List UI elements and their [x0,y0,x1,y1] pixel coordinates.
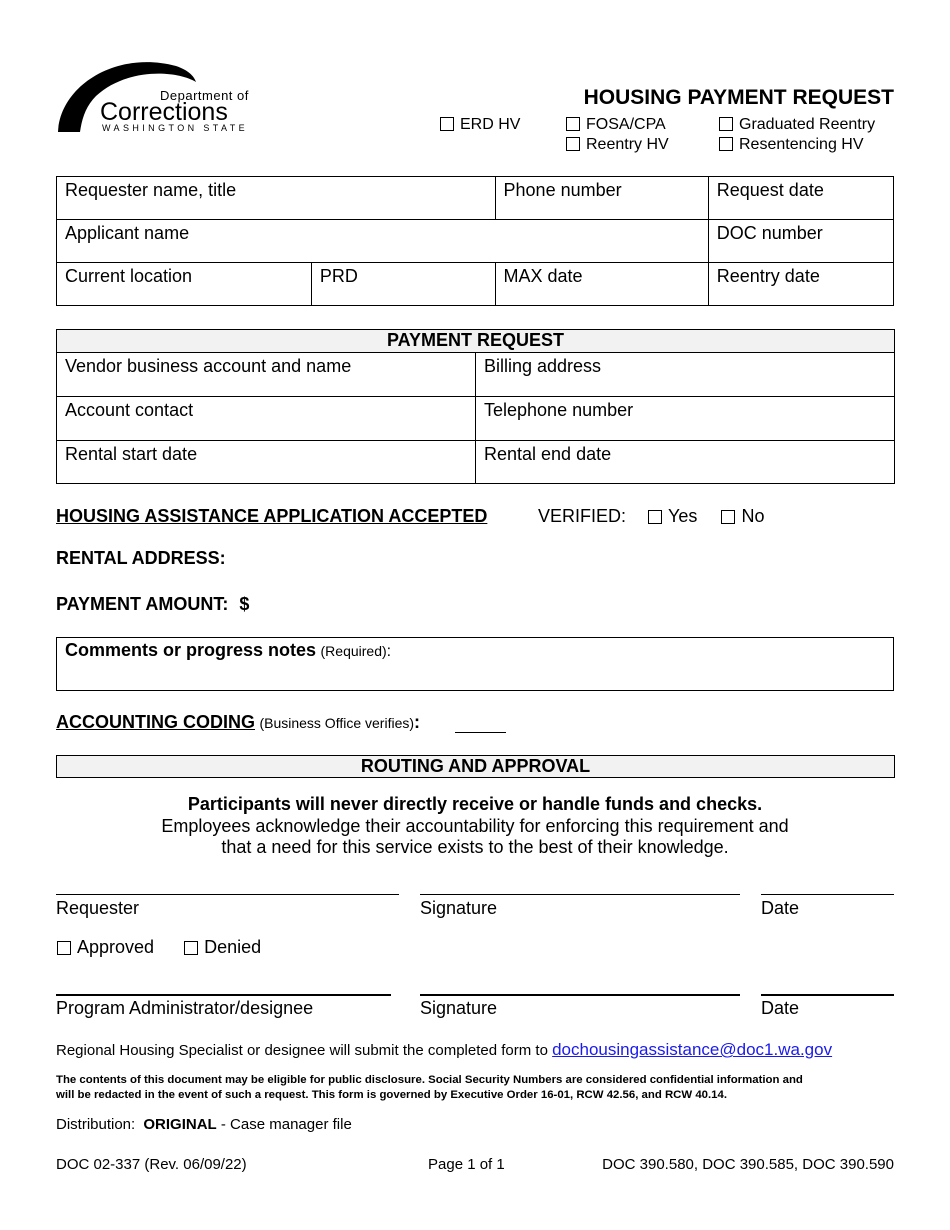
submit-instructions [56,1040,832,1060]
distribution-rest: - Case manager file [220,1116,352,1133]
telephone-number-field[interactable] [476,397,895,441]
date2-label: Date [761,998,800,1018]
rental-start-field[interactable] [57,441,476,484]
option-erd-hv[interactable] [440,116,520,134]
verified-no-label: No [741,506,765,526]
accounting-colon: : [414,712,421,732]
signature2-sign-line[interactable] [420,994,740,996]
prd-field[interactable] [311,263,495,306]
requester-name-field[interactable] [57,177,496,220]
phone-number-field[interactable] [495,177,708,220]
policy-references: DOC 390.580, DOC 390.585, DOC 390.590 [602,1156,894,1173]
applicant-name-field[interactable] [57,220,709,263]
logo-line-state: WASHINGTON STATE [102,123,249,133]
checkbox-approved[interactable] [57,941,71,955]
payment-amount-label: PAYMENT AMOUNT: [56,594,229,614]
field-label: Vendor business account and name [65,356,352,376]
accounting-coding-group [56,712,420,733]
field-label: Requester name, title [65,180,237,200]
field-label: Rental end date [484,444,612,464]
requester-info-table [56,176,894,306]
verified-label: VERIFIED: [538,506,627,526]
signature2-label: Signature [420,998,498,1018]
doc-number-field[interactable] [708,220,893,263]
option-label: ERD HV [460,116,521,133]
option-resentencing-hv[interactable] [719,136,864,154]
program-admin-label: Program Administrator/designee [56,998,314,1018]
routing-notice-line1: Employees acknowledge their accountability for enforcing this requirement and [161,816,789,836]
field-label: Telephone number [484,400,634,420]
field-label: Applicant name [65,223,190,243]
billing-address-field[interactable] [476,353,895,397]
routing-header: ROUTING AND APPROVAL [56,755,895,778]
approval-options [57,937,261,958]
reentry-date-field[interactable] [708,263,893,306]
payment-amount-group [56,594,249,615]
option-fosa-cpa[interactable] [566,116,666,134]
submit-text: Regional Housing Specialist or designee will submit the completed form to [56,1042,548,1059]
payment-request-header: PAYMENT REQUEST [57,330,895,353]
form-number: DOC 02-337 (Rev. 06/09/22) [56,1156,247,1173]
disclosure-text [56,1073,803,1103]
option-label: Resentencing HV [739,136,864,153]
disclosure-line2: will be redacted in the event of such a request. This form is governed by Executive Order 16-01, RCW 42.56, and RCW 40.14. [56,1089,727,1101]
checkbox-erd-hv[interactable] [440,117,454,131]
distribution-original: ORIGINAL [143,1116,217,1133]
field-label: Billing address [484,356,602,376]
accounting-label: ACCOUNTING CODING [56,712,255,732]
rental-end-field[interactable] [476,441,895,484]
date2-sign-line[interactable] [761,994,894,996]
doc-logo [56,56,256,136]
distribution-label: Distribution: [56,1116,136,1133]
disclosure-line1: The contents of this document may be eligible for public disclosure. Social Security Numbers are considered confidential information and [56,1074,803,1086]
checkbox-graduated-reentry[interactable] [719,117,733,131]
distribution-line [56,1116,352,1133]
field-label: Request date [716,180,824,200]
accounting-coding-line[interactable] [455,732,506,733]
signature1-sign-line[interactable] [420,894,740,895]
application-accepted-label: HOUSING ASSISTANCE APPLICATION ACCEPTED [56,506,488,526]
payment-currency: $ [239,594,250,614]
denied-label: Denied [204,937,262,957]
accounting-note: (Business Office verifies) [259,715,415,731]
date1-label: Date [761,898,800,918]
account-contact-field[interactable] [57,397,476,441]
payment-request-table [56,329,895,484]
field-label: Rental start date [65,444,198,464]
field-label: MAX date [503,266,583,286]
option-graduated-reentry[interactable] [719,116,875,134]
verified-yes-label: Yes [668,506,698,526]
comments-required: (Required) [320,643,387,659]
checkbox-reentry-hv[interactable] [566,137,580,151]
checkbox-verified-no[interactable] [721,510,735,524]
vendor-field[interactable] [57,353,476,397]
field-label: DOC number [716,223,823,243]
option-label: FOSA/CPA [586,116,666,133]
field-label: Account contact [65,400,194,420]
rental-address-label: RENTAL ADDRESS: [56,548,226,568]
option-label: Reentry HV [586,136,669,153]
checkbox-verified-yes[interactable] [648,510,662,524]
comments-box[interactable] [56,637,894,691]
signature1-label: Signature [420,898,498,918]
logo-line-corrections: Corrections [100,98,228,126]
requester-label: Requester [56,898,140,918]
logo-line-department: Department of [160,88,249,103]
date1-sign-line[interactable] [761,894,894,895]
option-reentry-hv[interactable] [566,136,669,154]
routing-notice-line2: that a need for this service exists to the best of their knowledge. [221,837,729,857]
verified-group [538,506,764,527]
comments-label: Comments or progress notes [65,640,317,660]
checkbox-denied[interactable] [184,941,198,955]
approved-label: Approved [77,937,155,957]
current-location-field[interactable] [57,263,312,306]
checkbox-resentencing-hv[interactable] [719,137,733,151]
page-title: HOUSING PAYMENT REQUEST [583,86,894,109]
option-label: Graduated Reentry [739,116,876,133]
field-label: Phone number [503,180,622,200]
checkbox-fosa-cpa[interactable] [566,117,580,131]
field-label: Current location [65,266,193,286]
request-date-field[interactable] [708,177,893,220]
submit-email-link[interactable]: dochousingassistance@doc1.wa.gov [552,1040,833,1059]
comments-colon: : [386,643,392,660]
page-number: Page 1 of 1 [428,1156,505,1173]
routing-notice-bold: Participants will never directly receive or handle funds and checks. [187,794,763,814]
field-label: Reentry date [716,266,820,286]
field-label: PRD [319,266,358,286]
program-admin-sign-line[interactable] [56,994,391,996]
max-date-field[interactable] [495,263,708,306]
requester-sign-line[interactable] [56,894,399,895]
